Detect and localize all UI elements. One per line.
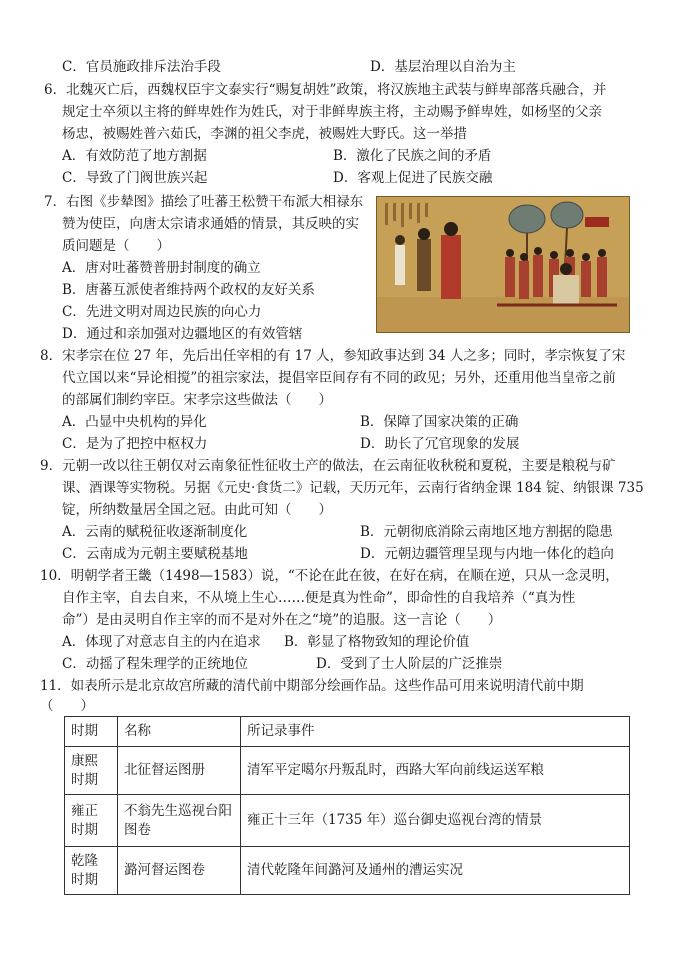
table-cell-event: 清代乾隆年间潞河及通州的漕运实况 — [241, 847, 630, 895]
table-header-cell: 所记录事件 — [241, 717, 630, 747]
bunian-painting-image — [376, 196, 630, 333]
q10-option-d[interactable]: D．受到了士人阶层的广泛推崇 — [316, 656, 503, 672]
table-row — [65, 747, 630, 795]
q7-stem-line-1: 7．右图《步辇图》描绘了吐蕃王松赞干布派大相禄东 — [44, 194, 364, 210]
q8-stem-line-3: 的部属们制约宰臣。宋孝宗这些做法（ ） — [62, 392, 332, 408]
table-cell-event: 清军平定噶尔丹叛乱时，西路大军向前线运送军粮 — [241, 747, 630, 795]
q7-stem-line-3: 质问题是（ ） — [62, 238, 170, 254]
table-cell-period: 雍正时期 — [65, 795, 118, 847]
q6-stem-line-1: 6．北魏灭亡后，西魏权臣宇文泰实行“赐复胡姓”政策，将汉族地主武装与鲜卑部落兵融合，并 — [44, 82, 607, 98]
q7-option-a[interactable]: A．唐对吐蕃赞普册封制度的确立 — [62, 260, 261, 276]
q8-option-c[interactable]: C．是为了把控中枢权力 — [62, 436, 208, 452]
table-row — [65, 847, 630, 895]
table-cell-period: 乾隆时期 — [65, 847, 118, 895]
table-cell-name: 不翁先生巡视台阳图卷 — [118, 795, 241, 847]
q6-option-d[interactable]: D．客观上促进了民族交融 — [333, 170, 493, 186]
q11-stem-line-1: 11．如表所示是北京故宫所藏的清代前中期部分绘画作品。这些作品可用来说明清代前中期 — [40, 678, 584, 694]
table-cell-event: 雍正十三年（1735 年）巡台御史巡视台湾的情景 — [241, 795, 630, 847]
q6-stem-line-2: 规定士卒须以主将的鲜卑姓作为姓氏，对于非鲜卑族主将，主动赐予鲜卑姓，如杨坚的父亲 — [62, 104, 602, 120]
table-cell-period: 康熙时期 — [65, 747, 118, 795]
q9-option-a[interactable]: A．云南的赋税征收逐渐制度化 — [62, 524, 248, 540]
q7-stem-line-2: 赞为使臣，向唐太宗请求通婚的情景，其反映的实 — [62, 216, 359, 232]
q10-option-a[interactable]: A．体现了对意志自主的内在追求 — [62, 634, 261, 650]
q8-option-d[interactable]: D．助长了冗官现象的发展 — [360, 436, 520, 452]
q9-option-d[interactable]: D．元朝边疆管理呈现与内地一体化的趋向 — [360, 546, 614, 562]
q7-option-c[interactable]: C．先进文明对周边民族的向心力 — [62, 304, 262, 320]
q10-stem-line-2: 自作主宰，自去自来，不从境上生心……便是真为性命”，即命性的自我培养（“真为性 — [62, 590, 576, 606]
q9-option-b[interactable]: B．元朝彻底消除云南地区地方割据的隐患 — [360, 524, 613, 540]
table-header-row — [65, 717, 630, 747]
q8-stem-line-2: 代立国以来“异论相搅”的祖宗家法，提倡宰臣间存有不同的政见；另外，还重用他当皇帝之前 — [62, 370, 616, 386]
q10-stem-line-1: 10．明朝学者王畿（1498—1583）说，“不论在此在彼，在好在病，在顺在逆，只从一念灵明， — [40, 568, 619, 584]
q6-option-b[interactable]: B．激化了民族之间的矛盾 — [333, 148, 492, 164]
q9-option-c[interactable]: C．云南成为元朝主要赋税基地 — [62, 546, 248, 562]
q8-stem-line-1: 8．宋孝宗在位 27 年，先后出任宰相的有 17 人，参知政事达到 34 人之多；同时，孝宗恢复了宋 — [40, 348, 626, 364]
q11-stem-line-2: （ ） — [40, 698, 94, 714]
q9-stem-line-3: 锭，所纳数量居全国之冠。由此可知（ ） — [62, 502, 332, 518]
table-cell-name: 潞河督运图卷 — [118, 847, 241, 895]
q7-option-b[interactable]: B．唐蕃互派使者维持两个政权的友好关系 — [62, 282, 315, 298]
q9-stem-line-2: 课、酒课等实物税。另据《元史·食货二》记载，天历元年，云南行省纳金课 184 锭、纳银课 735 — [62, 480, 644, 496]
q10-option-c[interactable]: C．动摇了程朱理学的正统地位 — [62, 656, 248, 672]
q9-stem-line-1: 9．元朝一改以往王朝仅对云南象征性征收土产的做法，在云南征收秋税和夏税，主要是粮税与矿 — [40, 458, 616, 474]
q7-option-d[interactable]: D．通过和亲加强对边疆地区的有效管辖 — [62, 326, 303, 342]
table-cell-name: 北征督运图册 — [118, 747, 241, 795]
q10-stem-line-3: 命”）是由灵明自作主宰的而不是对外在之“境”的追服。这一言论（ ） — [62, 612, 502, 628]
q11-painting-table — [64, 716, 630, 895]
table-row — [65, 795, 630, 847]
q8-option-a[interactable]: A．凸显中央机构的异化 — [62, 414, 207, 430]
table-header-cell: 名称 — [118, 717, 241, 747]
q10-option-b[interactable]: B．彰显了格物致知的理论价值 — [284, 634, 470, 650]
q5-option-d[interactable]: D．基层治理以自治为主 — [370, 59, 516, 75]
q6-option-a[interactable]: A．有效防范了地方割据 — [62, 148, 207, 164]
q5-option-c[interactable]: C．官员施政排斥法治手段 — [62, 59, 221, 75]
q8-option-b[interactable]: B．保障了国家决策的正确 — [360, 414, 519, 430]
q6-option-c[interactable]: C．导致了门阀世族兴起 — [62, 170, 208, 186]
table-header-cell: 时期 — [65, 717, 118, 747]
q6-stem-line-3: 杨忠，被赐姓普六茹氏，李渊的祖父李虎，被赐姓大野氏。这一举措 — [62, 126, 467, 142]
